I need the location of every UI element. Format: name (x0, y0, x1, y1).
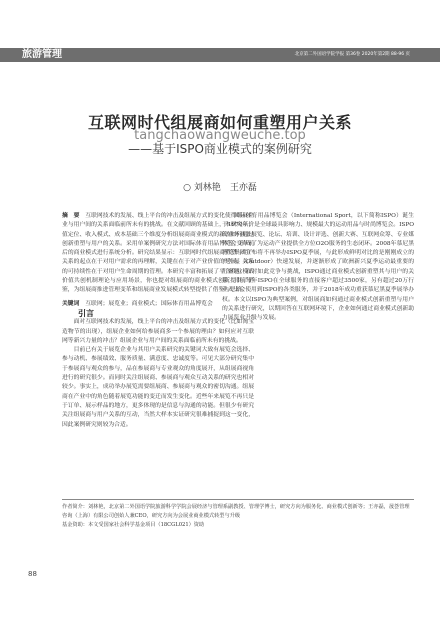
page-number: 88 (28, 570, 37, 578)
abstract-label: 摘 要 (62, 213, 80, 219)
author-line (0, 180, 440, 193)
watermark-text: tangchaowangweuche.top (134, 128, 306, 143)
intro-paragraph-1: 面对互联网技术的发展，线上平台的冲击及组展方式的变化（比如淘宝造物节的出现），组展企业如何给参展商多一个参展的理由？如何应对互联网等新兴力量的冲击？组展企业与用户间的关系面临前所未有的挑战。 (62, 319, 254, 344)
author-bullet: ○ (183, 183, 194, 193)
header-bar (0, 48, 440, 62)
paper-title: 互联网时代组展商如何重塑用户关系 (87, 113, 352, 132)
author-bio: 作者简介：刘林艳，北京第二外国语学院旅游科学学院会展经济与管理系副教授、管理学博士，研究方向为服务化、商业模式创新等；王亦磊，晟荟管理咨询（上海）有限公司创始人兼CEO，研究方向为会展业商业模式转型与升级 (62, 504, 410, 519)
keywords-text: 互联网；展览业；商业模式；国际体育用品博览会 (85, 300, 213, 307)
journal-info: 北京第二外国语学院学报 第36卷 2020年第2期 88-96 页 (294, 52, 410, 57)
abstract-text: 互联网技术的发展、线上平台的冲击及组展方式的变化使得组展企业与用户间的关系面临前所未有的挑战。在文献回顾的基础上，本研究从价值定位、收入模式、成本基础三个维度分析组展商商业模式的新改如何通过创新重塑与用户的关系。采用单案例研究方法对国际体育用品博览会变革前后的商业模式进行系统分析。研究结果显示：互联网时代组展商重塑与用户关系的起点在于对用户需求的再理解，关键在在于对产业价值的延展，关系的可持续性在于对用户生命周期的管理。本研究丰富和拓展了平台商业模式价值共创机制理论与应用场景，你也提对组展商的商业模式创新提供了借鉴，为组展商推进管理变革和组展商业发展模式转型提供了借鉴与思路。 (62, 213, 254, 294)
footnotes (62, 503, 414, 529)
intro-heading: 引言 (78, 308, 94, 318)
paper-subtitle: ——基于ISPO商业模式的案例研究 (128, 142, 312, 156)
funding-note: 基金资助：本文受国家社会科学基金项目（18CGL021）资助 (62, 521, 205, 528)
authors: 刘林艳 王亦磊 (193, 183, 257, 193)
right-column (222, 212, 414, 324)
right-paragraph-1: 国际体育用品博览会（International Sport，以下简称ISPO）诞生于1970年，是全球最具影响力、规模最大的运动用品与时尚博览会。ISPO的业务涵盖展览、论坛、培训、设计评选、创新大赛、互联网众筹、专业媒体等，形成了为运动产业提供全方位O2O服务的生态闭环。2008年慕尼黑博览集团宣布将不再举办ISPO夏季展，与此形成鲜明对比的是刚刚成立的户外展（Outdoor）快速发展，并逐渐形成了欧洲新兴夏季运动最重要的汇聚地。面对如此竞争与挑战，ISPO通过商业模式创新重塑其与用户的关系，目前每年ISPO在全球服务的直接客户超过3500家，另有超过20万行业人士会使用到ISPO的各类服务，并于2018年成功重获慕尼黑夏季展举办权。本文以ISPO为典型案例，对组展商如何通过商业模式创新重塑与用户的关系进行研究，以期回答在互联网环境下，企业如何通过商业模式创新助力展览业升级与发展。 (222, 213, 414, 322)
footnote-divider (62, 499, 414, 500)
intro-paragraph-2: 目前已有关于展览企业与其用户关系研究的关键词大致有展览会选择、参与动机、参展绩效、服务质量、满意度、忠诚度等。可见大部分研究集中于参展商与观众的参与，品在参展商与专业观众的角度展开，从组展商视角进行的研究很少。而同时关注组展商、参展商与观众互动关系的研究也相对较少。事实上，成功举办展览需要组展商、参展商与观众的密切沟通。组展商在产业中的角色随着展览功能的变迁而发生变化。近些年来展览不再只是于订单、展示样品的地方，更多体现的是信息与沟通的功能。但很少有研究关注组展商与用户关系的互动，当然大样本实证研究很难捕捉到这一变化，因此案例研究则较为合适。 (62, 347, 254, 428)
keywords-label: 关键词 (62, 300, 80, 307)
section-label: 旅游管理 (22, 49, 62, 60)
